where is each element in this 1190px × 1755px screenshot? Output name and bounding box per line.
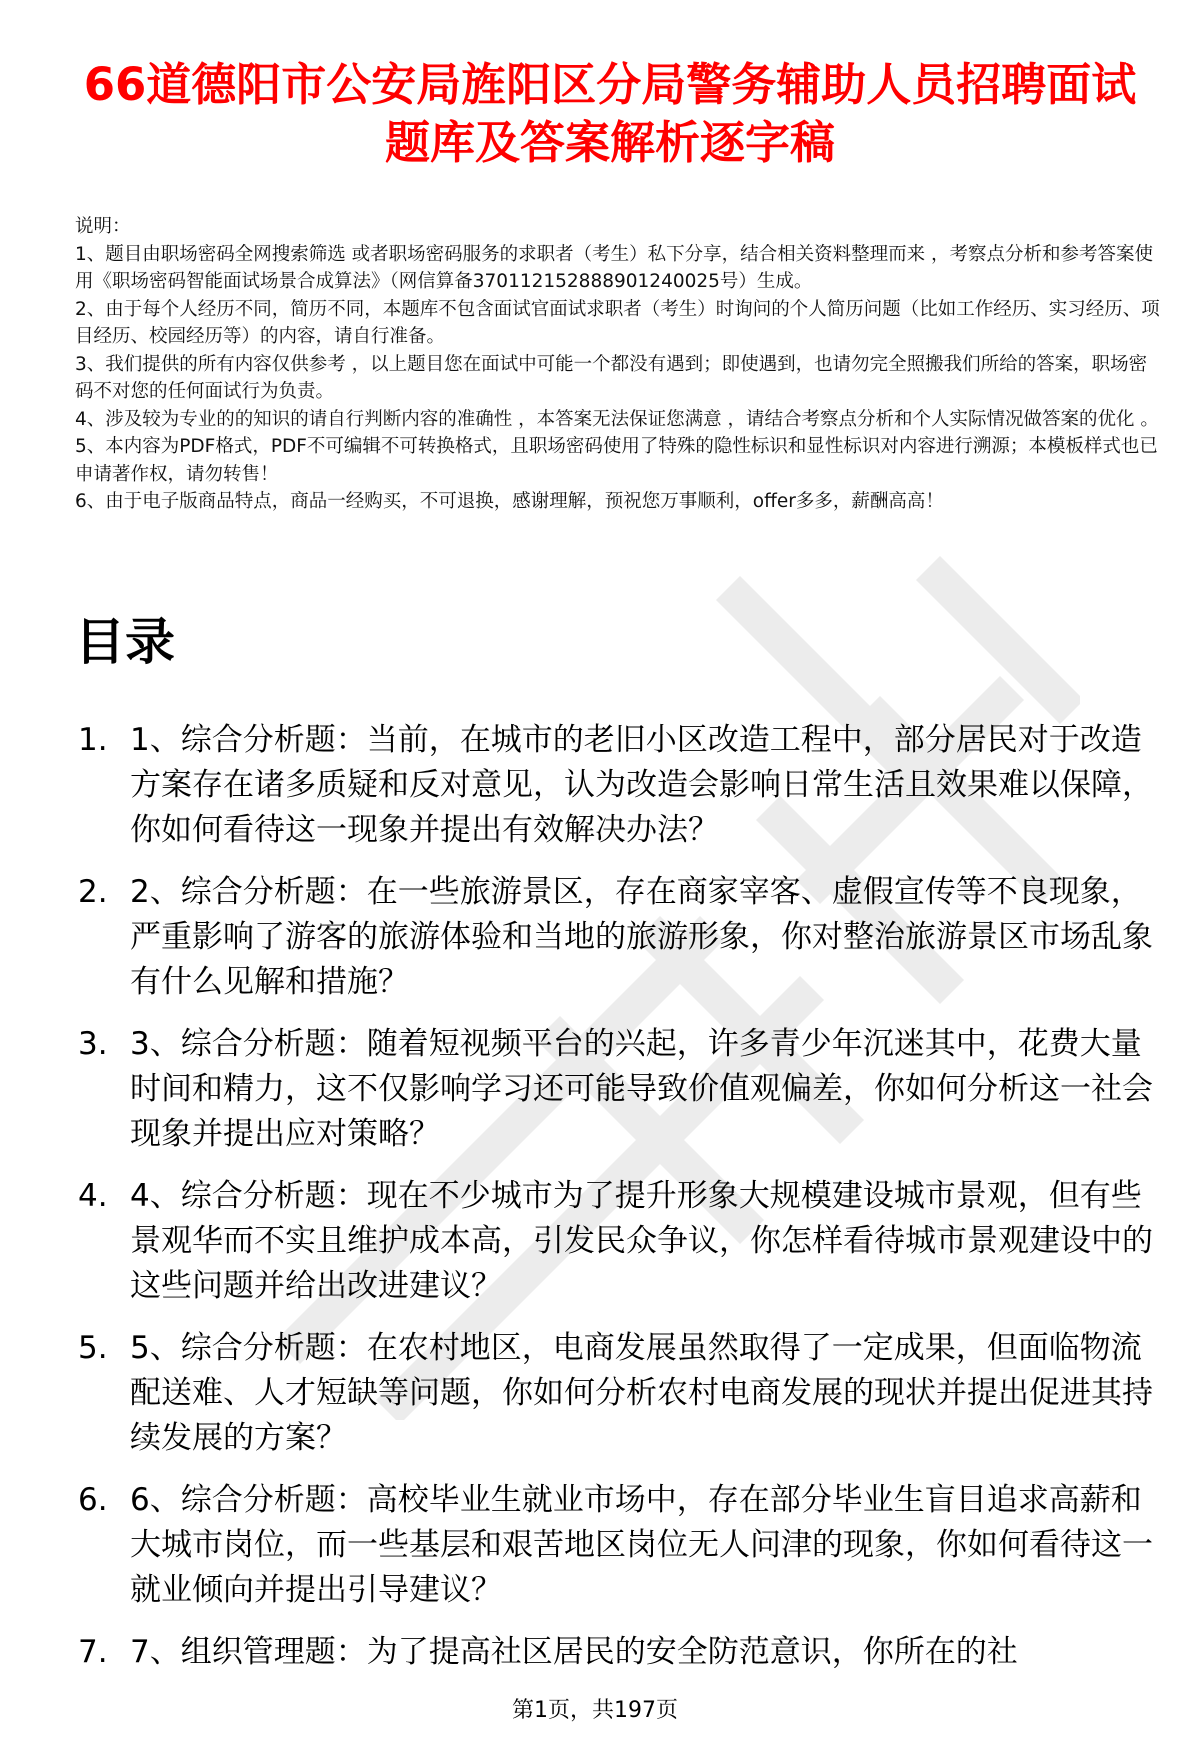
note-item: 3、我们提供的所有内容仅供参考 ，以上题目您在面试中可能一个都没有遇到；即使遇到，也请勿完全照搬我们所给的答案，职场密码不对您的任何面试行为负责。 (75, 353, 1148, 402)
toc-item[interactable] (78, 870, 1168, 1005)
toc-item-number: 7. (78, 1634, 108, 1670)
toc-item[interactable] (78, 1174, 1168, 1309)
toc-item[interactable] (78, 1630, 1168, 1675)
toc-item[interactable] (78, 718, 1168, 853)
notes-section (75, 213, 1165, 516)
document-title: 66道德阳市公安局旌阳区分局警务辅助人员招聘面试题库及答案解析逐字稿 (83, 58, 1137, 169)
toc-item[interactable] (78, 1022, 1168, 1157)
toc-heading: 目录 (75, 613, 175, 671)
toc-item-text[interactable]: 5、综合分析题：在农村地区，电商发展虽然取得了一定成果，但面临物流配送难、人才短缺等问题，你如何分析农村电商发展的现状并提出促进其持续发展的方案？ (130, 1330, 1153, 1456)
toc-item-text[interactable]: 2、综合分析题：在一些旅游景区，存在商家宰客、虚假宣传等不良现象，严重影响了游客的旅游体验和当地的旅游形象，你对整治旅游景区市场乱象有什么见解和措施？ (130, 874, 1153, 1000)
toc-item-number: 2. (78, 874, 108, 910)
toc-item[interactable] (78, 1478, 1168, 1613)
note-item: 6、由于电子版商品特点，商品一经购买，不可退换，感谢理解，预祝您万事顺利，offer多多，薪酬高高！ (75, 491, 944, 512)
toc-list (78, 718, 1168, 1692)
note-item: 5、本内容为PDF格式，PDF不可编辑不可转换格式，且职场密码使用了特殊的隐性标识和显性标识对内容进行溯源；本模板样式也已申请著作权，请勿转售！ (75, 436, 1158, 485)
toc-item-text[interactable]: 7、组织管理题：为了提高社区居民的安全防范意识，你所在的社 (130, 1634, 1018, 1670)
notes-heading: 说明： (75, 216, 131, 237)
toc-item-text[interactable]: 4、综合分析题：现在不少城市为了提升形象大规模建设城市景观，但有些景观华而不实且维护成本高，引发民众争议，你怎样看待城市景观建设中的这些问题并给出改进建议？ (130, 1178, 1153, 1304)
toc-item-text[interactable]: 1、综合分析题：当前，在城市的老旧小区改造工程中，部分居民对于改造方案存在诸多质疑和反对意见，认为改造会影响日常生活且效果难以保障，你如何看待这一现象并提出有效解决办法？ (130, 722, 1153, 848)
toc-item-number: 3. (78, 1026, 108, 1062)
toc-item-text[interactable]: 3、综合分析题：随着短视频平台的兴起，许多青少年沉迷其中，花费大量时间和精力，这不仅影响学习还可能导致价值观偏差，你如何分析这一社会现象并提出应对策略？ (130, 1026, 1153, 1152)
note-item: 4、涉及较为专业的的知识的请自行判断内容的准确性 ，本答案无法保证您满意 ，请结合考察点分析和个人实际情况做答案的优化 。 (75, 408, 1159, 430)
toc-item-number: 6. (78, 1482, 108, 1518)
toc-item-number: 4. (78, 1178, 108, 1214)
toc-item-text[interactable]: 6、综合分析题：高校毕业生就业市场中，存在部分毕业生盲目追求高薪和大城市岗位，而一些基层和艰苦地区岗位无人问津的现象，你如何看待这一就业倾向并提出引导建议？ (130, 1482, 1153, 1608)
page-footer: 第1页，共197页 (512, 1698, 678, 1723)
note-item: 1、题目由职场密码全网搜索筛选 或者职场密码服务的求职者（考生）私下分享，结合相关资料整理而来 ，考察点分析和参考答案使用《职场密码智能面试场景合成算法》（网信算备370112152888901240025号）生成。 (75, 243, 1154, 292)
toc-item-number: 5. (78, 1330, 108, 1366)
toc-item-number: 1. (78, 722, 108, 758)
toc-item[interactable] (78, 1326, 1168, 1461)
note-item: 2、由于每个人经历不同，简历不同，本题库不包含面试官面试求职者（考生）时询问的个人简历问题（比如工作经历、实习经历、项目经历、校园经历等）的内容，请自行准备。 (75, 298, 1160, 347)
